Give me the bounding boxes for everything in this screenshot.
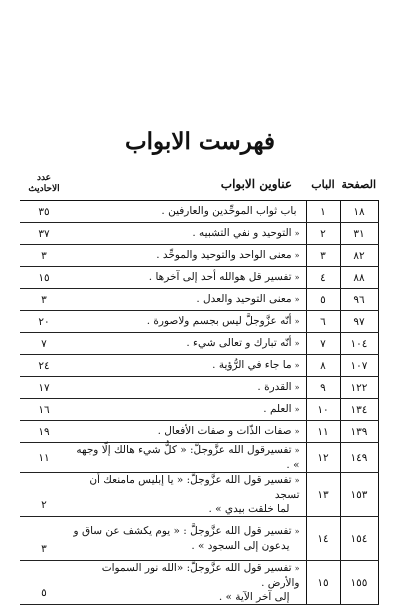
chapter-title-cell (68, 311, 306, 333)
chapter-title: تفسير قول الله عزَّوجلَّ : « يوم يكشف عن ساق و (73, 525, 292, 537)
page-number-cell: ١٤٩ (340, 443, 378, 473)
ditto-marker: « (294, 405, 300, 414)
hadith-count-cell: ٣٧ (20, 223, 68, 245)
chapter-title-cell (68, 377, 306, 399)
chapter-title-cell (68, 333, 306, 355)
chapter-title: صفات الذّات و صفات الأفعال . (157, 425, 292, 437)
chapter-number-cell: ٨ (306, 355, 340, 377)
chapter-title-cell (68, 399, 306, 421)
page-number-cell: ١٢٢ (340, 377, 378, 399)
chapter-title: العلم . (263, 403, 292, 415)
table-row (20, 355, 378, 377)
chapter-title-continuation: لما خلقت بيدي » . (208, 503, 290, 515)
chapter-number-cell: ١٥ (306, 561, 340, 605)
page-number-cell: ٨٢ (340, 245, 378, 267)
page-number-cell: ٩٦ (340, 289, 378, 311)
chapter-title: أنّه عزَّوجلَّ ليس بجسم ولاصورة . (146, 315, 292, 327)
col-header-page: الصفحة (340, 168, 378, 201)
chapter-title-cell (68, 201, 306, 223)
table-row (20, 473, 378, 517)
table-row (20, 267, 378, 289)
page-number-cell: ١٥٣ (340, 473, 378, 517)
ditto-marker: « (294, 251, 300, 260)
hadith-count-cell: ٥ (20, 561, 68, 605)
ditto-marker: « (294, 383, 300, 392)
ditto-marker: « (294, 427, 300, 436)
chapter-title: معنى الواحد والتوحيد والموحِّد . (156, 249, 292, 261)
chapter-number-cell: ٥ (306, 289, 340, 311)
chapter-title-cell (68, 223, 306, 245)
table-row (20, 311, 378, 333)
hadith-count-cell: ٢ (20, 473, 68, 517)
table-row (20, 561, 378, 605)
page-number-cell: ١٣٤ (340, 399, 378, 421)
chapter-title-cell (68, 421, 306, 443)
header-row (20, 168, 378, 201)
chapter-title: تفسيرقول الله عزَّوجلَّ: « كلُّ شيء هالك إلّا وجهه » . (76, 444, 300, 471)
page-title: فهرست الابواب (125, 128, 275, 155)
ditto-marker: « (294, 476, 300, 485)
chapter-title-cell (68, 561, 306, 605)
chapter-number-cell: ٣ (306, 245, 340, 267)
chapter-number-cell: ٩ (306, 377, 340, 399)
chapter-title: أنّه تبارك و تعالى شيء . (186, 337, 292, 349)
hadith-count-cell: ١٩ (20, 421, 68, 443)
chapter-number-cell: ١٤ (306, 517, 340, 561)
chapter-number-cell: ٦ (306, 311, 340, 333)
chapter-title-cell (68, 289, 306, 311)
hadith-count-cell: ٢٠ (20, 311, 68, 333)
hadith-count-cell: ٢٤ (20, 355, 68, 377)
table-row (20, 421, 378, 443)
table-row (20, 333, 378, 355)
page-number-cell: ١٨ (340, 201, 378, 223)
page-number-cell: ٨٨ (340, 267, 378, 289)
col-header-chapter: الباب (306, 168, 340, 201)
chapter-title-cell (68, 517, 306, 561)
chapter-title: معنى التوحيد والعدل . (196, 293, 292, 305)
chapter-number-cell: ١٢ (306, 443, 340, 473)
ditto-marker: « (294, 273, 300, 282)
page-number-cell: ١٣٩ (340, 421, 378, 443)
page-number-cell: ٣١ (340, 223, 378, 245)
ditto-marker: « (294, 361, 300, 370)
page-number-cell: ١٥٥ (340, 561, 378, 605)
ditto-marker: « (294, 295, 300, 304)
hadith-count-cell: ٣ (20, 289, 68, 311)
page-number-cell: ١٥٤ (340, 517, 378, 561)
table-row (20, 517, 378, 561)
chapter-title-cell (68, 443, 306, 473)
chapter-number-cell: ٤ (306, 267, 340, 289)
table-row (20, 289, 378, 311)
chapter-title-continuation: يدعون إلى السجود » . (191, 540, 290, 552)
table-row (20, 223, 378, 245)
chapter-number-cell: ١ (306, 201, 340, 223)
toc-table (20, 168, 379, 605)
table-row (20, 245, 378, 267)
hadith-count-cell: ١٦ (20, 399, 68, 421)
hadith-count-cell: ٧ (20, 333, 68, 355)
chapter-number-cell: ١١ (306, 421, 340, 443)
page-number-cell: ١٠٧ (340, 355, 378, 377)
chapter-title-cell (68, 473, 306, 517)
chapter-title-continuation: إلى آخر الآية » . (218, 591, 290, 603)
col-header-hadith-count: عدد الاحاديث (20, 168, 68, 201)
hadith-count-cell: ٣ (20, 517, 68, 561)
col-header-topic: عناوين الابواب (68, 168, 306, 201)
ditto-marker: « (294, 229, 300, 238)
hadith-count-cell: ١٧ (20, 377, 68, 399)
chapter-number-cell: ١٣ (306, 473, 340, 517)
toc-body (20, 201, 378, 605)
table-row (20, 201, 378, 223)
page-number-cell: ١٠٤ (340, 333, 378, 355)
ditto-marker: « (294, 317, 300, 326)
ditto-marker: « (294, 564, 300, 573)
ditto-marker: « (294, 446, 300, 455)
table-row (20, 399, 378, 421)
chapter-title: باب ثواب الموحِّدين والعارفين . (161, 205, 297, 217)
hadith-count-cell: ١٥ (20, 267, 68, 289)
chapter-number-cell: ٢ (306, 223, 340, 245)
chapter-title-cell (68, 355, 306, 377)
page-number-cell: ٩٧ (340, 311, 378, 333)
chapter-title: ما جاء في الرُّؤية . (212, 359, 292, 371)
chapter-title: القدرة . (257, 381, 292, 393)
hadith-count-cell: ١١ (20, 443, 68, 473)
chapter-title-cell (68, 267, 306, 289)
chapter-title: التوحيد و نفي التشبيه . (192, 227, 292, 239)
chapter-title: تفسير قول الله عزَّوجلَّ: «الله نور السموات والأرض . (101, 562, 300, 589)
hadith-count-cell: ٣ (20, 245, 68, 267)
table-row (20, 443, 378, 473)
chapter-number-cell: ١٠ (306, 399, 340, 421)
chapter-number-cell: ٧ (306, 333, 340, 355)
table-row (20, 377, 378, 399)
hadith-count-cell: ٣٥ (20, 201, 68, 223)
chapter-title: تفسير قول الله عزَّوجلَّ: « يا إبليس مامنعك أن تسجد (89, 474, 300, 501)
ditto-marker: « (294, 527, 300, 536)
ditto-marker: « (294, 339, 300, 348)
chapter-title: تفسير قل هوالله أحد إلى آخرها . (148, 271, 292, 283)
chapter-title-cell (68, 245, 306, 267)
